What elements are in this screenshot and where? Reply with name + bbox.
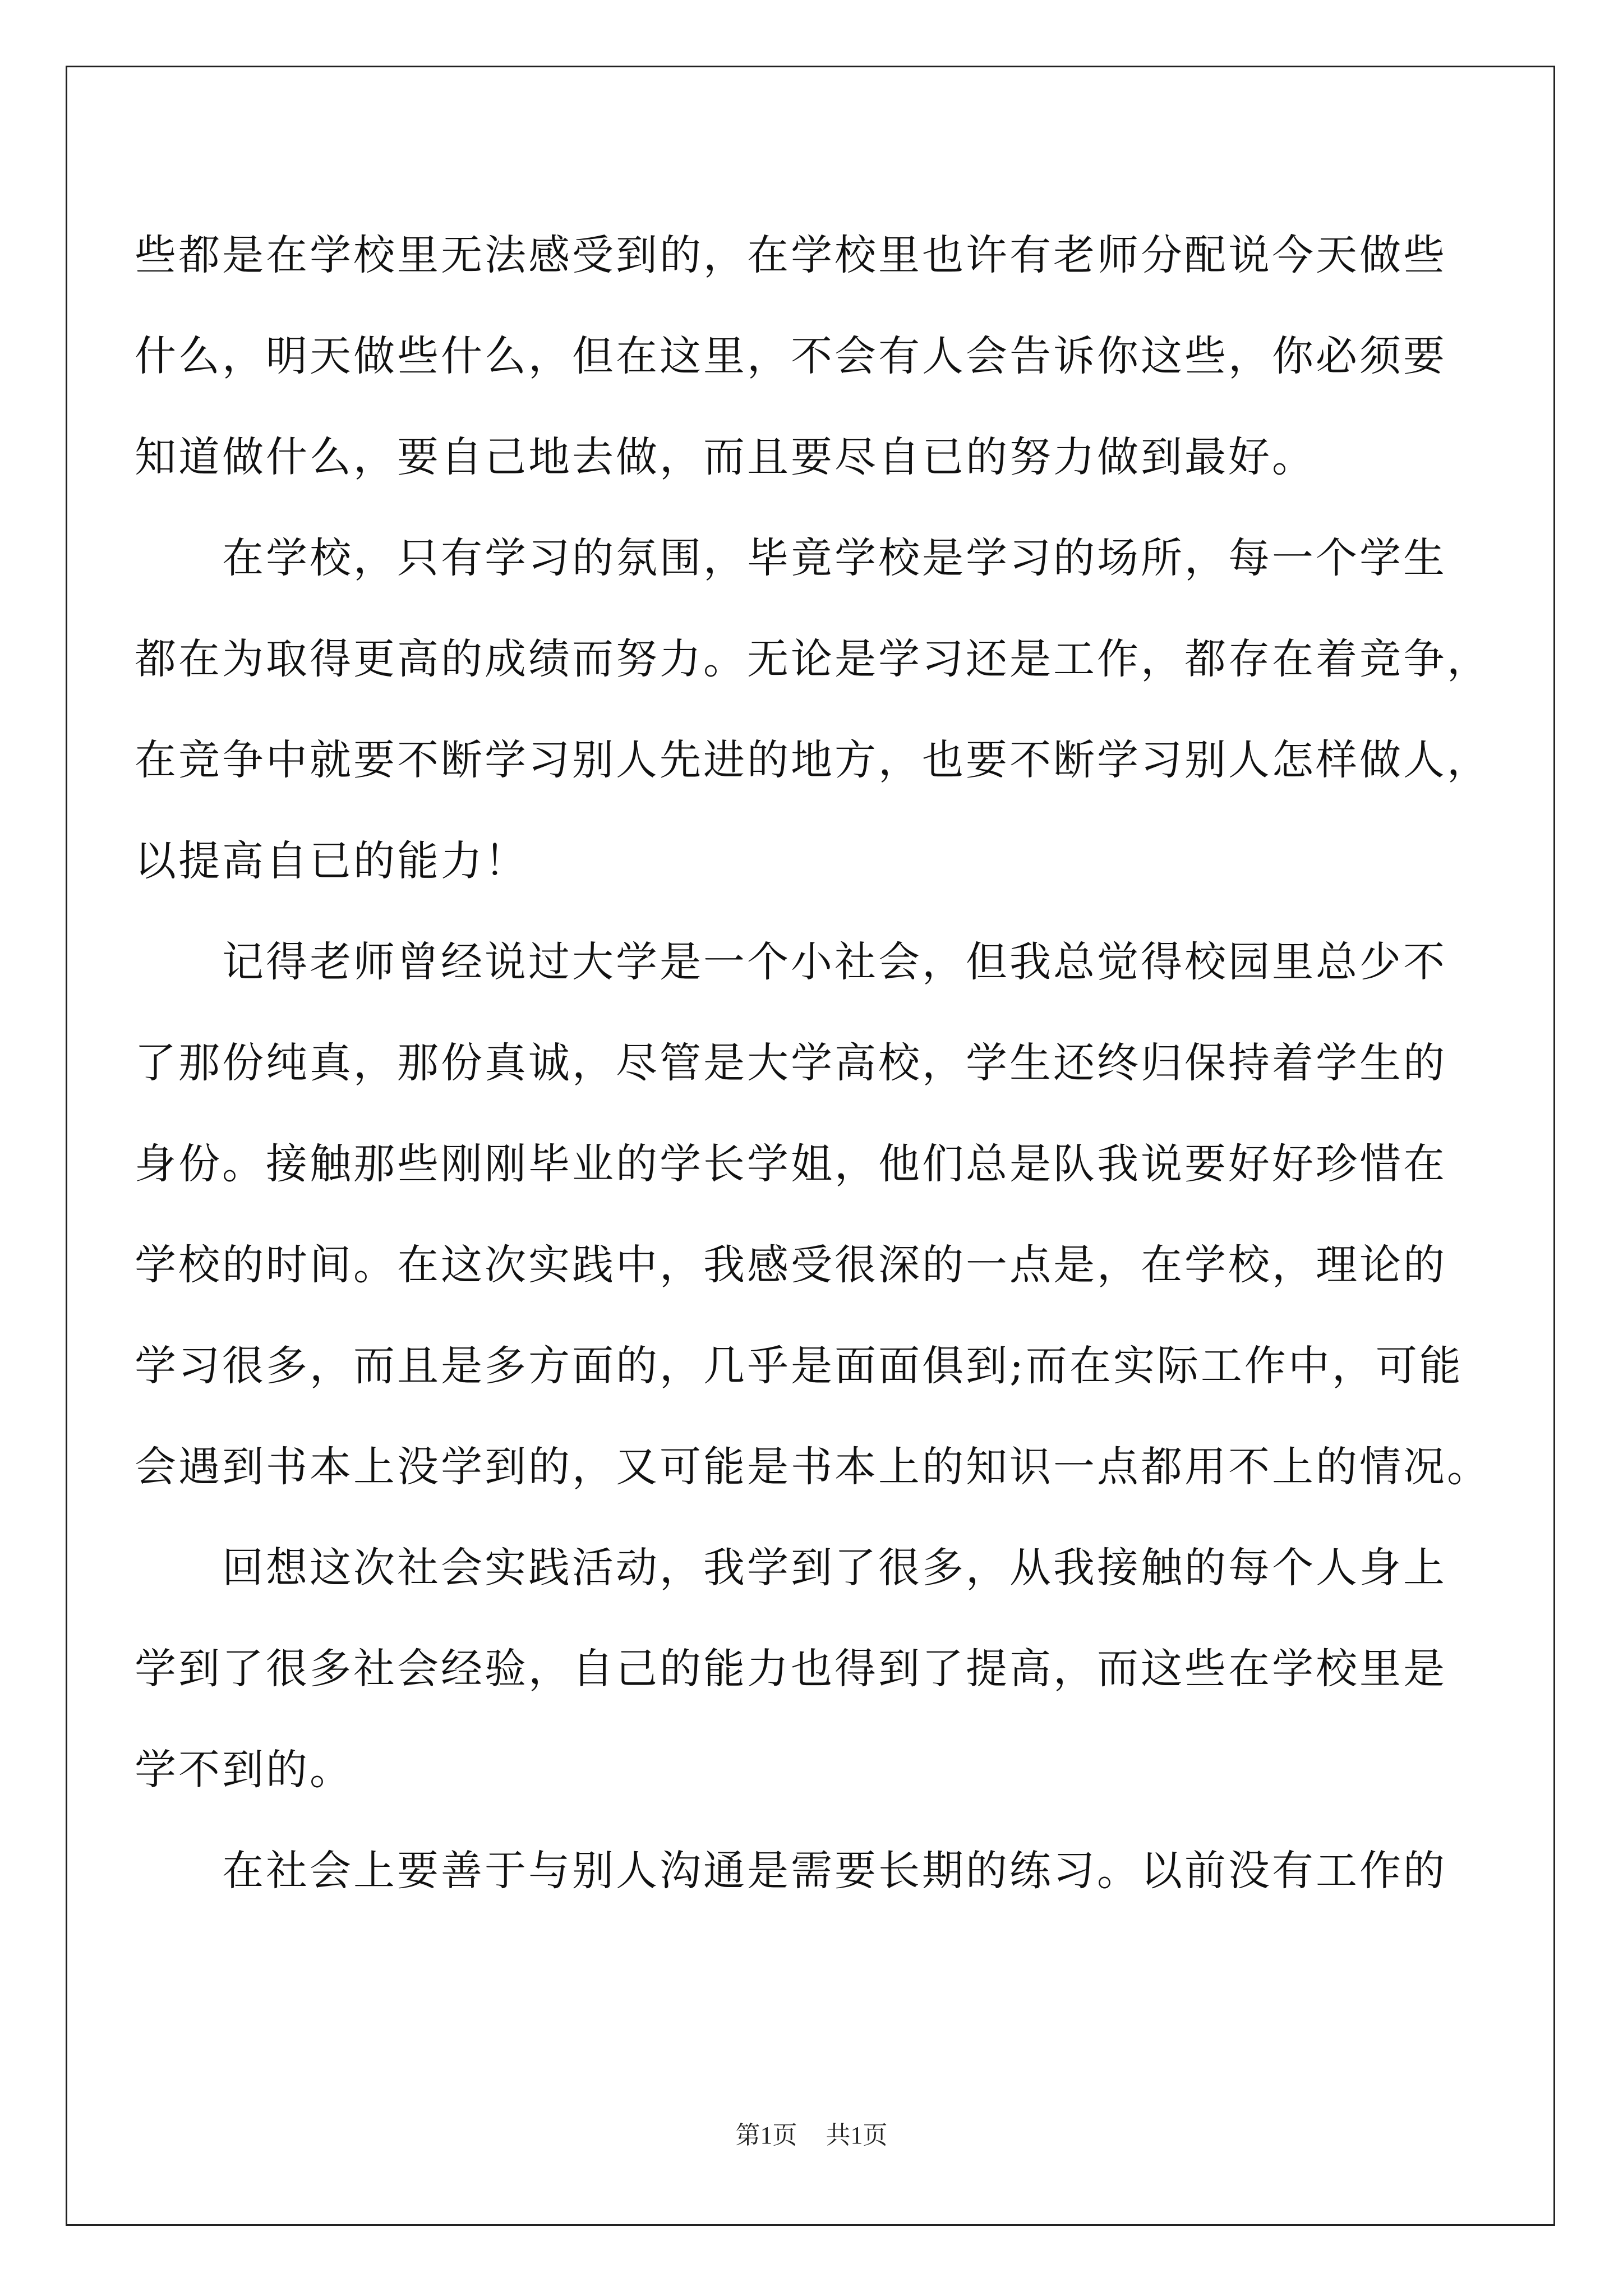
text-line: 学习很多，而且是多方面的，几乎是面面俱到;而在实际工作中，可能 <box>135 1342 1463 1390</box>
text-line: 回想这次社会实践活动，我学到了很多，从我接触的每个人身上 <box>135 1544 1447 1592</box>
text-line: 学不到的。 <box>135 1746 353 1794</box>
text-line: 学到了很多社会经验，自己的能力也得到了提高，而这些在学校里是 <box>135 1645 1447 1693</box>
text-line: 会遇到书本上没学到的，又可能是书本上的知识一点都用不上的情况。 <box>135 1443 1491 1491</box>
text-line: 在社会上要善于与别人沟通是需要长期的练习。以前没有工作的 <box>135 1847 1447 1895</box>
text-line: 都在为取得更高的成绩而努力。无论是学习还是工作，都存在着竞争， <box>135 635 1491 683</box>
text-line: 学校的时间。在这次实践中，我感受很深的一点是，在学校，理论的 <box>135 1241 1447 1289</box>
text-line: 知道做什么，要自己地去做，而且要尽自已的努力做到最好。 <box>135 433 1316 481</box>
text-line: 身份。接触那些刚刚毕业的学长学姐，他们总是队我说要好好珍惜在 <box>135 1140 1447 1188</box>
text-line: 记得老师曾经说过大学是一个小社会，但我总觉得校园里总少不 <box>135 938 1447 986</box>
page-number: 第1页 <box>735 2122 797 2149</box>
text-line: 些都是在学校里无法感受到的，在学校里也许有老师分配说今天做些 <box>135 231 1447 279</box>
text-line: 在学校，只有学习的氛围，毕竟学校是学习的场所，每一个学生 <box>135 534 1447 582</box>
text-line: 什么，明天做些什么，但在这里，不会有人会告诉你这些，你必须要 <box>135 332 1447 380</box>
text-line: 以提高自已的能力！ <box>135 837 528 885</box>
page-total: 共1页 <box>826 2122 888 2149</box>
text-line: 了那份纯真，那份真诚，尽管是大学高校，学生还终归保持着学生的 <box>135 1039 1447 1087</box>
text-line: 在竞争中就要不断学习别人先进的地方，也要不断学习别人怎样做人， <box>135 736 1491 784</box>
page-footer <box>0 2119 1623 2152</box>
